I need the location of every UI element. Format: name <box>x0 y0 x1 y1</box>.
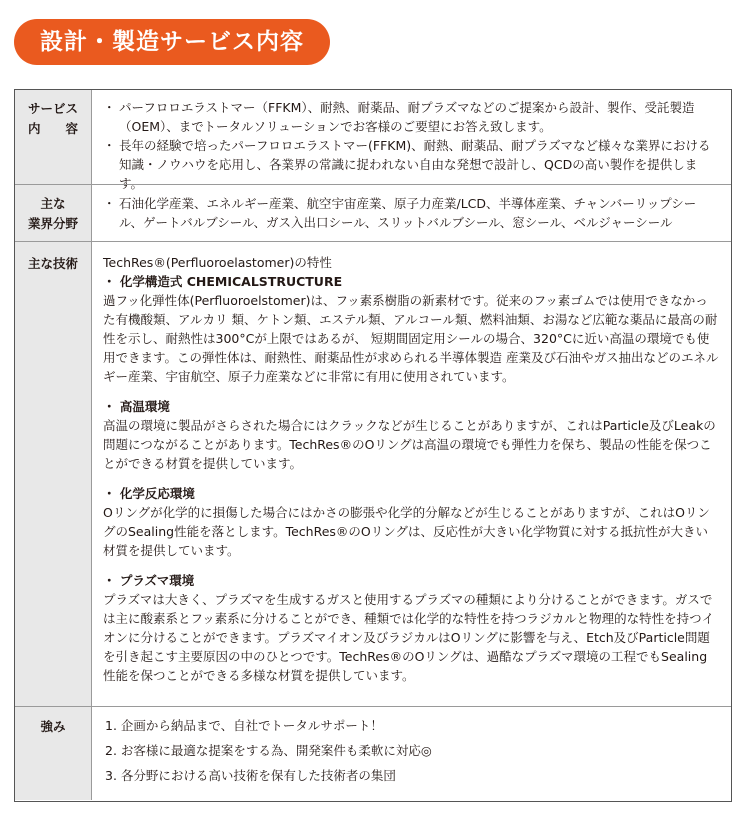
label-tech-text: 主な技術 <box>27 256 78 271</box>
label-service-line2: 内 容 <box>27 121 78 136</box>
tech-section-body: Oリングが化学的に損傷した場合にはかさの膨張や化学的分解などが生じることがありますが、これはOリングのSealing性能を落とします。TechRes®のOリングは、反応性が大きい化学物質に対する抵抗性が大きい材質を提供しています。 <box>103 505 710 558</box>
row-tech <box>15 241 731 706</box>
label-industry <box>15 185 92 241</box>
page-title: 設計・製造サービス内容 <box>14 19 330 65</box>
tech-section-body: プラズマは大きく、プラズマを生成するガスと使用するプラズマの種類により分けることができます。ガスでは主に酸素系とフッ素系に分けることができ、種類では化学的な特性を持つラジカルと物理的な特性を持つイオンに分けることができます。プラズマイオン及びラジカルはOリングに影響を与え、Etch及びParticle問題を引き起こす主要原因の中のひとつです。TechRes®のOリングは、過酷なプラズマ環境の工程でもSealing性能を保つことができる多様な材質を提供しています。 <box>103 592 715 683</box>
tech-intro: TechRes®(Perfluoroelastomer)の特性 <box>103 255 332 270</box>
content-service <box>92 90 731 191</box>
service-bullet: ・ 長年の経験で培ったパーフロロエラストマー(FFKM)、耐熱、耐薬品、耐プラズマなど様々な業界における知識・ノウハウを応用し、各業界の常識に捉われない自由な発想で設計し、QCDの高い製作を提供します。 <box>103 136 719 193</box>
tech-section-heading: ・ プラズマ環境 <box>103 571 719 590</box>
label-strength <box>15 707 92 800</box>
label-industry-line1: 主な <box>40 196 66 211</box>
tech-section-body: 過フッ化弾性体(Perfluoroelstomer)は、フッ素系樹脂の新素材です。従来のフッ素ゴムでは使用できなかった有機酸類、アルカリ 類、ケトン類、エステル類、アルコール類、燃料油類、お湯など広範な薬品に最高の耐性を示し、耐熱性は300°Cが上限ではあるが、 短期間固定用シールの場合、320°Cに近い高温の環境でも使用できます。この弾性体は、耐熱性、耐薬品性が求められる半導体製造 産業及び石油やガス抽出などのエネルギー産業、宇宙航空、原子力産業などに非常に有用に使用されています。 <box>103 293 719 384</box>
strength-item: 2. お客様に最適な提案をする為、開発案件も柔軟に対応◎ <box>105 743 432 758</box>
label-tech <box>15 242 92 706</box>
tech-section-body: 高温の環境に製品がさらされた場合にはクラックなどが生じることがありますが、これはParticle及びLeakの問題につながることがあります。TechRes®のOリングは高温の環境でも弾性力を保ち、製品の性能を保つことができる材質を提供しています。 <box>103 418 716 471</box>
tech-section-heading: ・ 化学反応環境 <box>103 484 719 503</box>
label-service <box>15 90 92 184</box>
row-service <box>15 90 731 191</box>
label-industry-line2: 業界分野 <box>27 216 78 231</box>
tech-section-heading: ・ 高温環境 <box>103 397 719 416</box>
service-bullet: ・ パーフロロエラストマー（FFKM）、耐熱、耐薬品、耐プラズマなどのご提案から設計、製作、受託製造（OEM）、までトータルソリューションでお客様のご要望にお答え致します。 <box>103 98 719 136</box>
label-strength-text: 強み <box>40 719 66 734</box>
row-industry <box>15 184 731 241</box>
content-industry <box>92 185 731 241</box>
service-table <box>14 89 732 802</box>
label-service-line1: サービス <box>27 101 78 116</box>
content-tech <box>92 242 731 706</box>
strength-item: 3. 各分野における高い技術を保有した技術者の集団 <box>105 768 396 783</box>
content-strength <box>92 707 731 800</box>
strength-item: 1. 企画から納品まで、自社でトータルサポート！ <box>105 718 383 733</box>
industry-bullet: ・ 石油化学産業、エネルギー産業、航空宇宙産業、原子力産業/LCD、半導体産業、チャンバーリップシール、ゲートバルブシール、ガス入出口シール、スリットバルブシール、窓シール、ベルジャーシール <box>103 194 719 232</box>
row-strength <box>15 706 731 800</box>
tech-section-heading: ・ 化学構造式 CHEMICALSTRUCTURE <box>103 272 719 291</box>
